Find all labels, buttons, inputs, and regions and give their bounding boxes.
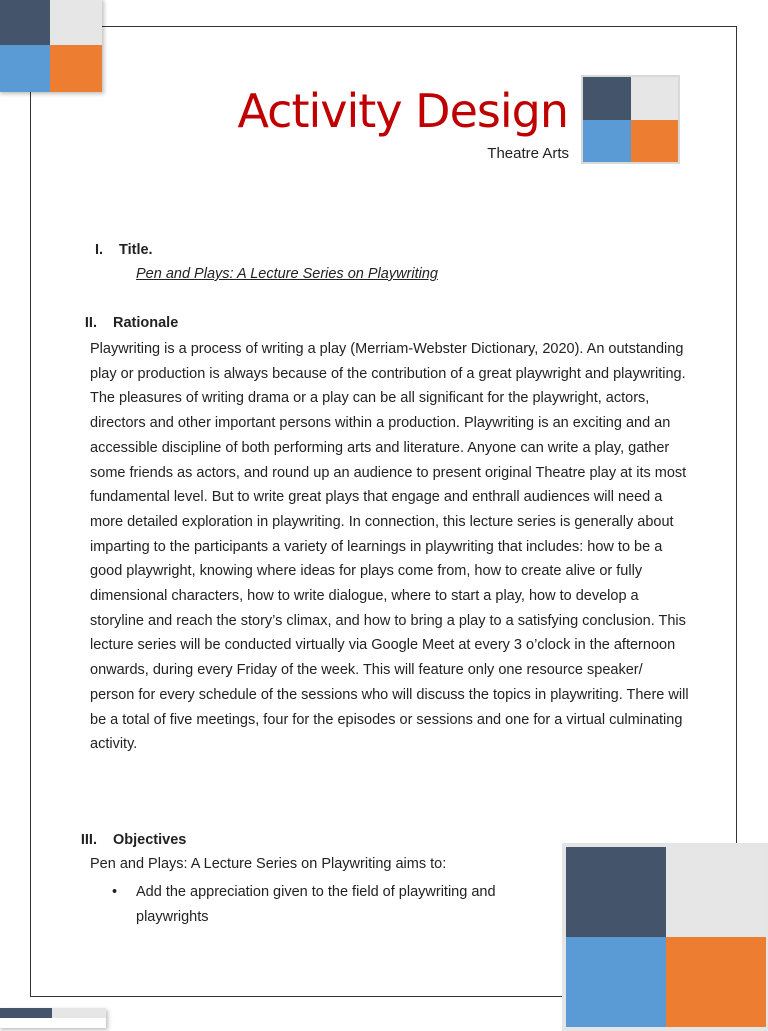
rationale-paragraph: Playwriting is a process of writing a play (Merriam-Webster Dictionary, 2020). An outstanding play or production is always because of the contribution of a great playwright and playwriting. The pleasures of writing drama or a play can be all significant for the playwright, actors, directors and other important persons within a production. Playwriting is an exciting and an accessible discipline of both performing arts and literature. Anyone can write a play, gather some friends as actors, and round up an audience to present original Theatre play at its most fundamental level. But to write great plays that engage and enthrall audiences will need a more detailed exploration in playwriting. In connection, this lecture series is generally about imparting to the participants a variety of learnings in playwriting that includes: how to be a good playwright, knowing where ideas for plays come from, how to create alive or fully dimensional characters, how to write dialogue, where to start a play, how to develop a storyline and reach the story’s climax, and how to bring a play to a satisfying conclusion. This lecture series will be conducted virtually via Google Meet at every 3 o’clock in the afternoon onwards, during every Friday of the week. This will feature only one resource speaker/ person for every schedule of the sessions who will discuss the topics in playwriting. There will be a total of five meetings, four for the episodes or sessions and one for a virtual culminating activity. — [90, 341, 689, 753]
section-rationale-heading — [52, 315, 178, 331]
document-subtitle: Theatre Arts — [487, 145, 569, 162]
logo-squares — [581, 75, 680, 164]
navy-square — [0, 1008, 52, 1018]
section-heading-label: Rationale — [113, 315, 179, 331]
blue-square — [583, 120, 631, 163]
objectives-list — [112, 880, 552, 929]
bullet: • — [112, 884, 118, 900]
objective-text: Add the appreciation given to the field of playwriting and playwrights — [136, 884, 496, 925]
section-heading-label: Objectives — [113, 832, 187, 848]
section-objectives-heading — [52, 832, 186, 848]
grey-square — [666, 847, 766, 937]
decorative-squares-bottom-right — [562, 843, 768, 1031]
section-numeral: II. — [84, 315, 97, 331]
blue-square — [0, 45, 50, 92]
orange-square — [666, 937, 766, 1027]
grey-square — [50, 0, 102, 45]
orange-square — [631, 120, 679, 163]
section-title-heading — [58, 242, 153, 258]
section-numeral: III. — [80, 832, 97, 848]
activity-title-text: Pen and Plays: A Lecture Series on Playwriting — [136, 266, 438, 282]
decorative-squares-bottom-left — [0, 1008, 106, 1028]
section-heading-label: Title. — [119, 242, 153, 258]
document-title: Activity Design — [237, 84, 568, 138]
blue-square — [566, 937, 666, 1027]
decorative-squares-top-left — [0, 0, 102, 92]
orange-square — [50, 45, 102, 92]
navy-square — [566, 847, 666, 937]
navy-square — [583, 77, 631, 120]
grey-square — [631, 77, 679, 120]
list-item — [112, 880, 552, 929]
objectives-intro: Pen and Plays: A Lecture Series on Playwriting aims to: — [90, 856, 447, 872]
grey-square — [52, 1008, 106, 1018]
navy-square — [0, 0, 50, 45]
section-numeral: I. — [94, 242, 103, 258]
